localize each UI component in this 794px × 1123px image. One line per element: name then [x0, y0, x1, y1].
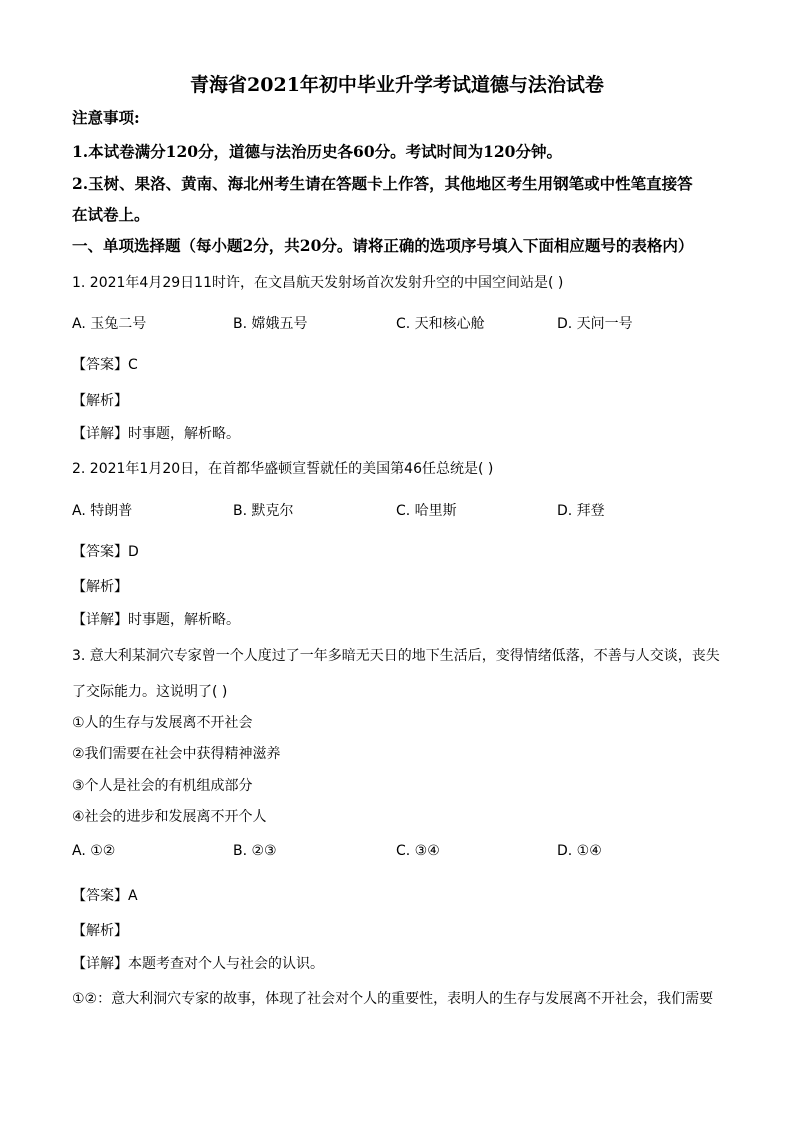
question-3-explanation: ①②：意大利洞穴专家的故事，体现了社会对个人的重要性，表明人的生存与发展离不开社会，我们需要: [72, 991, 714, 1007]
question-3-detail: 【详解】本题考查对个人与社会的认识。: [72, 956, 324, 972]
question-2-option-c: C. 哈里斯: [396, 503, 457, 519]
question-3-option-a: A. ①②: [72, 843, 116, 859]
notice-heading: 注意事项:: [72, 108, 140, 127]
notice-item-2-line1: 2.玉树、果洛、黄南、海北州考生请在答题卡上作答，其他地区考生用钢笔或中性笔直接答: [72, 174, 693, 193]
page-title: 青海省2021年初中毕业升学考试道德与法治试卷: [190, 74, 604, 96]
question-2-option-a: A. 特朗普: [72, 503, 133, 519]
question-3-option-d: D. ①④: [557, 843, 602, 859]
question-2-detail: 【详解】时事题，解析略。: [72, 612, 240, 628]
question-3-answer: 【答案】A: [72, 888, 138, 904]
question-1-option-d: D. 天问一号: [557, 316, 633, 332]
section-heading: 一、单项选择题（每小题2分，共20分。请将正确的选项序号填入下面相应题号的表格内）: [72, 236, 694, 255]
question-1-detail: 【详解】时事题，解析略。: [72, 426, 240, 442]
question-2-analysis: 【解析】: [72, 579, 128, 595]
question-3-stem-line1: 3. 意大利某洞穴专家曾一个人度过了一年多暗无天日的地下生活后，变得情绪低落，不善与人交谈，丧失: [72, 648, 720, 664]
question-3-option-c: C. ③④: [396, 843, 440, 859]
question-2-answer: 【答案】D: [72, 544, 139, 560]
question-3-statement-2: ②我们需要在社会中获得精神滋养: [72, 746, 281, 762]
question-1-option-a: A. 玉兔二号: [72, 316, 147, 332]
question-3-statement-1: ①人的生存与发展离不开社会: [72, 715, 253, 731]
question-3-statement-4: ④社会的进步和发展离不开个人: [72, 809, 267, 825]
question-2-option-b: B. 默克尔: [233, 503, 294, 519]
notice-item-2-line2: 在试卷上。: [72, 205, 150, 224]
question-3-statement-3: ③个人是社会的有机组成部分: [72, 778, 253, 794]
question-3-option-b: B. ②③: [233, 843, 277, 859]
question-2-stem: 2. 2021年1月20日，在首都华盛顿宣誓就任的美国第46任总统是( ): [72, 461, 494, 477]
question-1-option-b: B. 嫦娥五号: [233, 316, 308, 332]
question-1-analysis: 【解析】: [72, 393, 128, 409]
question-1-answer: 【答案】C: [72, 357, 138, 373]
question-3-analysis: 【解析】: [72, 923, 128, 939]
question-2-option-d: D. 拜登: [557, 503, 605, 519]
question-1-stem: 1. 2021年4月29日11时许，在文昌航天发射场首次发射升空的中国空间站是( ): [72, 275, 564, 291]
question-1-option-c: C. 天和核心舱: [396, 316, 485, 332]
question-3-stem-line2: 了交际能力。这说明了( ): [72, 684, 228, 700]
notice-item-1: 1.本试卷满分120分，道德与法治历史各60分。考试时间为120分钟。: [72, 142, 562, 161]
